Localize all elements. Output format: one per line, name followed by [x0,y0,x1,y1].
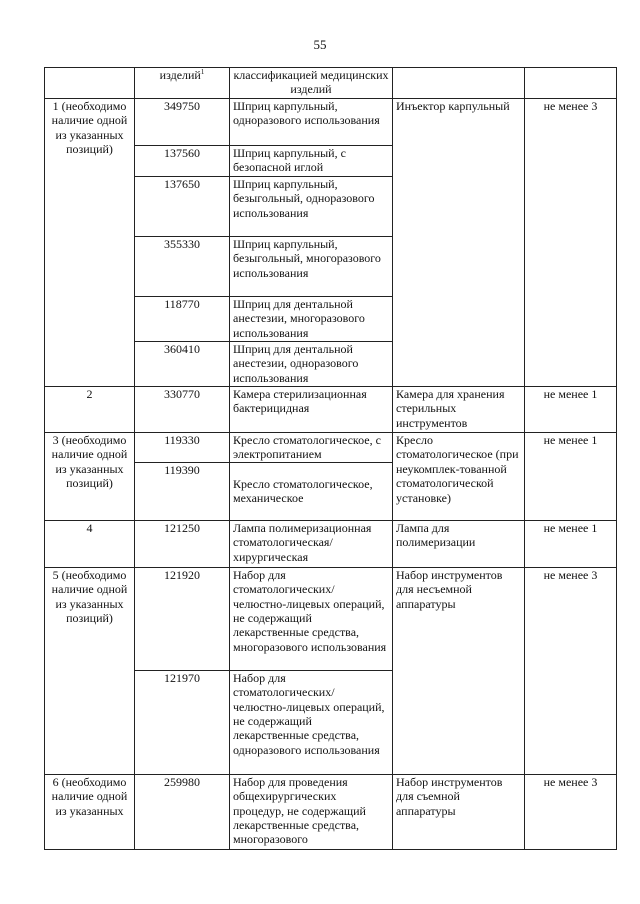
code-cell: 121920 [135,567,230,670]
name-cell: Камера стерилизационная бактерицидная [230,387,393,433]
header-cell-code [135,68,230,99]
requirement-cell: Набор инструментов для съемной аппаратуры [393,774,525,849]
requirement-cell: Лампа для полимеризации [393,520,525,567]
code-cell: 137650 [135,177,230,237]
code-cell: 121970 [135,670,230,774]
code-cell: 259980 [135,774,230,849]
name-cell: Кресло стоматологическое, с электропитанием [230,433,393,463]
name-cell: Лампа полимеризационная стоматологическая/ хирургическая [230,520,393,567]
name-cell: Шприц карпульный, безыгольный, многоразового использования [230,237,393,297]
requirement-cell: Набор инструментов для несъемной аппаратуры [393,567,525,774]
code-cell: 330770 [135,387,230,433]
name-cell: Шприц для дентальной анестезии, одноразового использования [230,342,393,387]
quantity-cell: не менее 1 [525,520,617,567]
header-cell-position [45,68,135,99]
position-cell: 1 (необходимо наличие одной из указанных позиций) [45,99,135,387]
quantity-cell: не менее 1 [525,433,617,521]
name-cell: Шприц для дентальной анестезии, многоразового использования [230,297,393,342]
position-cell: 3 (необходимо наличие одной из указанных позиций) [45,433,135,521]
code-cell: 119330 [135,433,230,463]
table-row [45,520,617,567]
table-row [45,433,617,463]
page-number: 55 [313,37,327,52]
name-cell: Шприц карпульный, безыгольный, одноразового использования [230,177,393,237]
header-cell-requirement [393,68,525,99]
table-row [45,774,617,849]
position-cell: 6 (необходимо наличие одной из указанных [45,774,135,849]
quantity-cell: не менее 1 [525,387,617,433]
code-cell: 360410 [135,342,230,387]
header-cell-quantity [525,68,617,99]
name-cell: Шприц карпульный, с безопасной иглой [230,146,393,177]
medical-devices-table [44,67,617,850]
table-row [45,387,617,433]
code-cell: 137560 [135,146,230,177]
name-cell: Набор для проведения общехирургических процедур, не содержащий лекарственные средства, многоразового [230,774,393,849]
position-cell: 5 (необходимо наличие одной из указанных позиций) [45,567,135,774]
code-cell: 119390 [135,462,230,520]
code-cell: 355330 [135,237,230,297]
table-row [45,99,617,146]
footnote-marker: 1 [200,68,205,76]
position-cell: 2 [45,387,135,433]
table-header-row [45,68,617,99]
name-cell: Шприц карпульный, одноразового использования [230,99,393,146]
name-cell: Набор для стоматологических/ челюстно-лицевых операций, не содержащий лекарственные средства, одноразового использования [230,670,393,774]
header-code-label: изделий [159,68,201,82]
position-cell: 4 [45,520,135,567]
requirement-cell: Инъектор карпульный [393,99,525,387]
quantity-cell: не менее 3 [525,567,617,774]
code-cell: 118770 [135,297,230,342]
requirement-cell: Кресло стоматологическое (при неукомплек-тованной стоматологической установке) [393,433,525,521]
code-cell: 349750 [135,99,230,146]
code-cell: 121250 [135,520,230,567]
table-row [45,567,617,670]
quantity-cell: не менее 3 [525,99,617,387]
quantity-cell: не менее 3 [525,774,617,849]
name-cell: Кресло стоматологическое, механическое [230,462,393,520]
name-cell: Набор для стоматологических/ челюстно-лицевых операций, не содержащий лекарственные средства, многоразового использования [230,567,393,670]
requirement-cell: Камера для хранения стерильных инструментов [393,387,525,433]
header-cell-name: классификацией медицинских изделий [230,68,393,99]
